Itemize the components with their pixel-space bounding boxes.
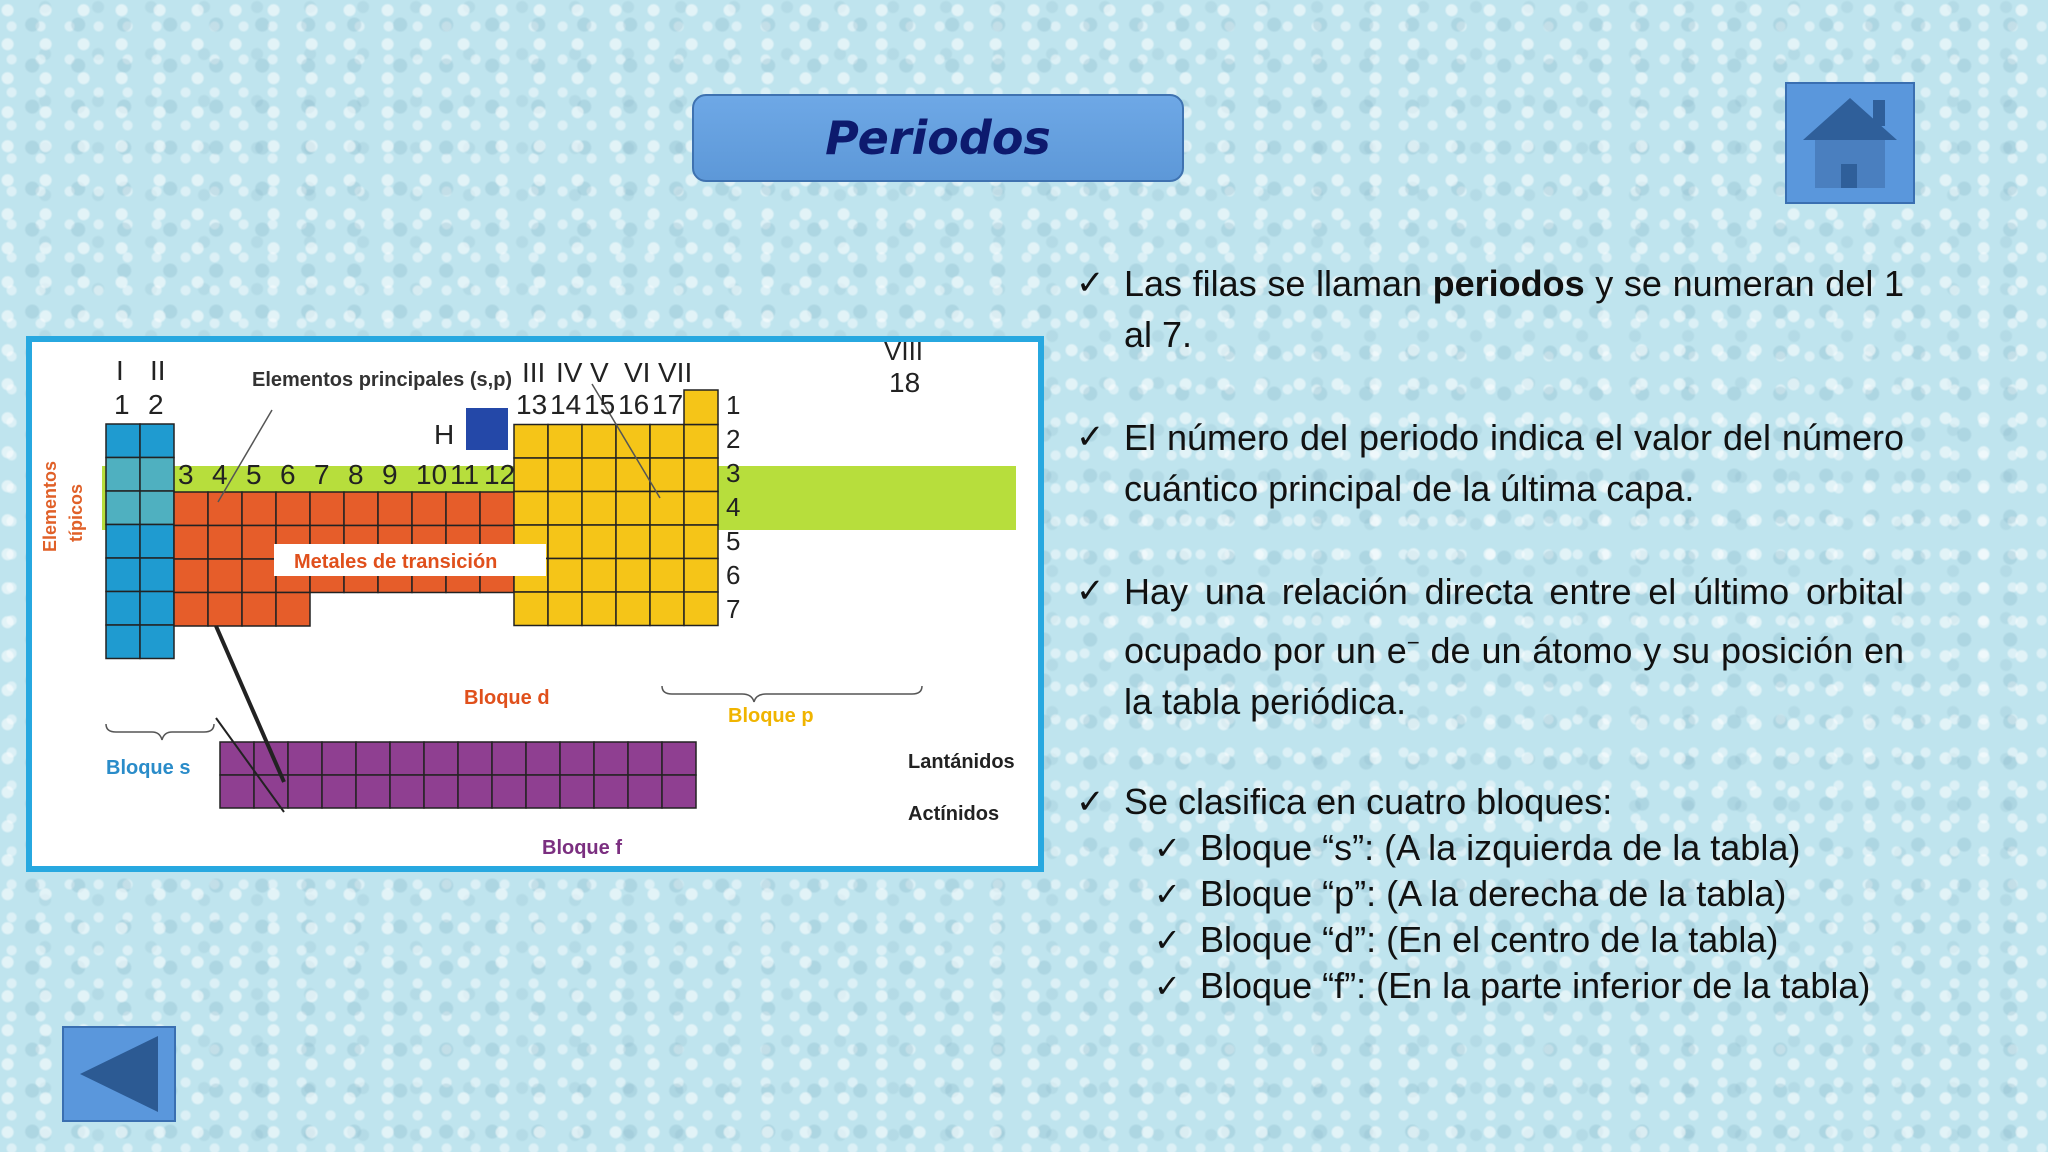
s-cell <box>140 558 174 592</box>
block-s <box>106 424 174 659</box>
group-number-label: 8 <box>348 459 364 490</box>
group-roman-label: III <box>522 357 546 388</box>
f-cell <box>662 775 696 808</box>
p-cell <box>650 592 684 626</box>
block-p-label: Bloque p <box>728 705 814 727</box>
f-cell <box>288 775 322 808</box>
f-cell <box>492 775 526 808</box>
block-f-label: Bloque f <box>542 837 622 859</box>
p-cell <box>650 425 684 459</box>
p-cell <box>548 425 582 459</box>
f-cell <box>526 742 560 775</box>
f-cell <box>594 775 628 808</box>
check-icon: ✓ <box>1076 783 1105 821</box>
group-number-label: 17 <box>652 389 684 420</box>
d-cell <box>276 492 310 526</box>
d-cell <box>310 492 344 526</box>
p-cell <box>514 592 548 626</box>
p-cell <box>684 425 718 459</box>
typical-elements-label-1: Elementos <box>40 460 60 552</box>
group-number-label: 12 <box>484 459 516 490</box>
p-cell <box>548 559 582 593</box>
p-cell <box>684 559 718 593</box>
f-cell <box>254 742 288 775</box>
f-cell <box>356 742 390 775</box>
s-cell <box>140 592 174 626</box>
s-cell <box>106 424 140 458</box>
d-cell <box>174 526 208 560</box>
p-cell <box>616 525 650 559</box>
group-roman-label: II <box>150 355 166 386</box>
period-number-label: 2 <box>726 424 741 454</box>
p-cell <box>684 525 718 559</box>
p-cell <box>582 559 616 593</box>
group-number-label: 4 <box>212 459 228 490</box>
period-number-label: 1 <box>726 390 741 420</box>
period-number-label: 4 <box>726 492 741 522</box>
group-number-label: 14 <box>550 389 582 420</box>
group-number-label: 7 <box>314 459 330 490</box>
group-roman-label: I <box>116 355 124 386</box>
p-cell <box>582 525 616 559</box>
p-cell <box>650 525 684 559</box>
d-cell <box>242 559 276 593</box>
d-cell <box>208 593 242 627</box>
f-cell <box>594 742 628 775</box>
h-square <box>466 408 508 450</box>
group-number-label: 9 <box>382 459 398 490</box>
check-icon: ✓ <box>1154 830 1181 866</box>
f-cell <box>628 742 662 775</box>
f-cell <box>424 775 458 808</box>
period-number-label: 7 <box>726 594 741 624</box>
f-cell <box>458 742 492 775</box>
s-cell <box>106 458 140 492</box>
s-cell <box>140 458 174 492</box>
p-cell <box>616 458 650 492</box>
group-roman-label: IV <box>556 357 583 388</box>
principal-elements-label: Elementos principales (s,p) <box>252 369 513 391</box>
p-cell <box>650 559 684 593</box>
p-cell <box>616 559 650 593</box>
slide-title-box <box>692 94 1184 182</box>
check-icon: ✓ <box>1076 264 1105 302</box>
f-cell <box>220 775 254 808</box>
s-cell <box>140 525 174 559</box>
bullet-periods: ✓ Las filas se llaman periodos y se numeran del 1 al 7. <box>1076 258 1904 360</box>
check-icon: ✓ <box>1076 418 1105 456</box>
typical-elements-label-2: típicos <box>66 483 86 542</box>
f-cell <box>356 775 390 808</box>
check-icon: ✓ <box>1154 922 1181 958</box>
s-cell <box>106 625 140 659</box>
p-cell <box>548 525 582 559</box>
block-f <box>220 742 696 808</box>
p-cell <box>582 492 616 526</box>
group-roman-label: VI <box>624 357 651 388</box>
bullet-orbital-relation: ✓ Hay una relación directa entre el último orbital ocupado por un e− de un átomo y su posición en la tabla periódica. <box>1076 566 1904 727</box>
bullet-quantum-number: ✓ El número del periodo indica el valor del número cuántico principal de la última capa. <box>1076 412 1904 514</box>
check-icon: ✓ <box>1154 968 1181 1004</box>
house-icon <box>1787 84 1913 202</box>
f-cell <box>628 775 662 808</box>
p-cell <box>684 390 718 425</box>
f-cell <box>288 742 322 775</box>
d-cell <box>208 559 242 593</box>
home-button[interactable] <box>1785 82 1915 204</box>
group-roman-label: V <box>590 357 609 388</box>
block-s-label: Bloque s <box>106 757 191 779</box>
d-cell <box>208 492 242 526</box>
block-d-label: Bloque d <box>464 687 550 709</box>
group-number-label: 16 <box>618 389 650 420</box>
slide-title: Periodos <box>825 111 1051 165</box>
s-cell <box>106 525 140 559</box>
group-roman-label: VII <box>658 357 693 388</box>
group-number-label: 1 <box>114 389 130 420</box>
period-number-label: 6 <box>726 560 741 590</box>
group-18-roman: VIII <box>884 342 924 366</box>
p-cell <box>650 492 684 526</box>
d-cell <box>174 492 208 526</box>
p-cell <box>582 592 616 626</box>
d-cell <box>276 593 310 627</box>
h-label: H <box>434 419 455 450</box>
left-triangle-icon <box>64 1028 174 1120</box>
group-number-label: 2 <box>148 389 164 420</box>
d-cell <box>446 492 480 526</box>
group-number-label: 11 <box>450 459 480 490</box>
p-cell <box>582 425 616 459</box>
p-cell <box>684 492 718 526</box>
group-number-label: 13 <box>516 389 548 420</box>
d-cell <box>208 526 242 560</box>
d-cell <box>412 492 446 526</box>
group-number-label: 15 <box>584 389 616 420</box>
f-cell <box>458 775 492 808</box>
group-number-label: 6 <box>280 459 296 490</box>
bullet-blocks: ✓ Se clasifica en cuatro bloques: <box>1076 779 1904 825</box>
s-cell <box>106 491 140 525</box>
d-cell <box>344 492 378 526</box>
s-cell <box>140 491 174 525</box>
f-cell <box>492 742 526 775</box>
s-cell <box>140 424 174 458</box>
f-cell <box>322 742 356 775</box>
sub-bullet-d: ✓ Bloque “d”: (En el centro de la tabla) <box>1154 917 1904 963</box>
p-cell <box>616 492 650 526</box>
check-icon: ✓ <box>1154 876 1181 912</box>
p-cell <box>548 592 582 626</box>
transition-metals-label: Metales de transición <box>294 551 498 573</box>
d-cell <box>242 593 276 627</box>
sub-bullet-s: ✓ Bloque “s”: (A la izquierda de la tabla) <box>1154 825 1904 871</box>
sub-bullet-p: ✓ Bloque “p”: (A la derecha de la tabla) <box>1154 871 1904 917</box>
d-cell <box>174 559 208 593</box>
periodic-table-figure <box>26 336 1044 872</box>
p-cell <box>514 425 548 459</box>
group-number-label: 10 <box>416 459 448 490</box>
f-cell <box>526 775 560 808</box>
period-number-label: 3 <box>726 458 741 488</box>
p-cell <box>684 592 718 626</box>
p-cell <box>684 458 718 492</box>
p-cell <box>548 492 582 526</box>
p-cell <box>514 458 548 492</box>
f-cell <box>390 742 424 775</box>
period-number-label: 5 <box>726 526 741 556</box>
p-cell <box>616 592 650 626</box>
sub-bullet-f: ✓ Bloque “f”: (En la parte inferior de la tabla) <box>1154 963 1904 1009</box>
group-18-number: 18 <box>889 367 921 398</box>
p-cell <box>514 492 548 526</box>
d-cell <box>242 526 276 560</box>
d-cell <box>174 593 208 627</box>
group-number-label: 3 <box>178 459 194 490</box>
check-icon: ✓ <box>1076 572 1105 610</box>
bullet-list <box>1076 258 1904 1009</box>
f-cell <box>390 775 424 808</box>
f-cell <box>560 742 594 775</box>
d-cell <box>378 492 412 526</box>
periodic-table-diagram <box>32 342 1038 866</box>
back-button[interactable] <box>62 1026 176 1122</box>
d-cell <box>480 492 514 526</box>
p-cell <box>650 458 684 492</box>
s-cell <box>106 592 140 626</box>
d-cell <box>242 492 276 526</box>
s-cell <box>140 625 174 659</box>
s-cell <box>106 558 140 592</box>
f-cell <box>424 742 458 775</box>
group-number-label: 5 <box>246 459 262 490</box>
actinides-label: Actínidos <box>908 803 1000 825</box>
p-cell <box>548 458 582 492</box>
lanthanides-label: Lantánidos <box>908 751 1015 773</box>
f-cell <box>662 742 696 775</box>
f-cell <box>322 775 356 808</box>
f-cell <box>560 775 594 808</box>
p-cell <box>582 458 616 492</box>
